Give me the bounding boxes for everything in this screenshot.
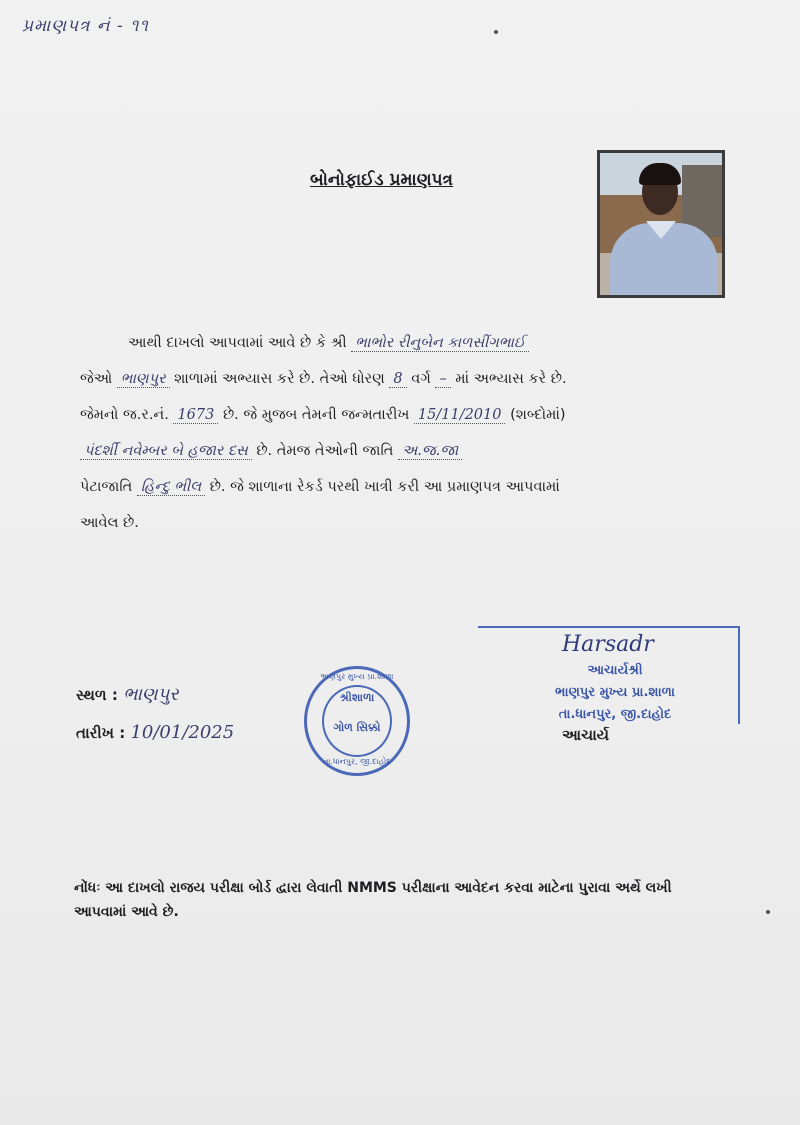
date-label: તારીખ : bbox=[76, 724, 126, 742]
body-line-5: પેટાજાતિ હિન્દુ ભીલ છે. જે શાળાના રેકર્ડ પરથી ખાત્રી કરી આ પ્રમાણપત્ર આપવામાં bbox=[80, 479, 560, 495]
caste-value: અ.જ.જા bbox=[398, 443, 462, 460]
student-photo bbox=[597, 150, 725, 298]
body-line-6: આવેલ છે. bbox=[80, 515, 139, 531]
body-line-2: જેઓ ભાણપુર શાળામાં અભ્યાસ કરે છે. તેઓ ધોરણ 8 વર્ગ – માં અભ્યાસ કરે છે. bbox=[80, 371, 567, 387]
student-name: ભાભોર રીનુબેન કાળસીંગભાઈ bbox=[351, 335, 529, 352]
date-value: 10/01/2025 bbox=[130, 722, 235, 743]
place-date-block bbox=[76, 676, 234, 752]
principal-signature: Harsadr bbox=[562, 632, 654, 657]
body-line-3: જેમનો જ.ર.નં. 1673 છે. જે મુજબ તેમની જન્મતારીખ 15/11/2010 (શબ્દોમાં) bbox=[80, 407, 566, 423]
ink-dot bbox=[766, 910, 770, 914]
footer-note: નોંધઃ આ દાખલો રાજય પરીક્ષા બોર્ડ દ્વારા લેવાતી NMMS પરીક્ષાના આવેદન કરવા માટેના પુરાવા અર્થે લખી આપવામાં આવે છે. bbox=[74, 880, 672, 920]
register-number: 1673 bbox=[173, 407, 218, 424]
body-line-1: આથી દાખલો આપવામાં આવે છે કે શ્રી ભાભોર રીનુબેન કાળસીંગભાઈ bbox=[128, 325, 529, 361]
birth-date: 15/11/2010 bbox=[414, 407, 506, 424]
principal-stamp: આચાર્યશ્રી ભાણપુર મુખ્ય પ્રા.શાળા તા.ધાનપુર, જી.દાહોદ bbox=[555, 663, 675, 722]
principal-label: આચાર્ય bbox=[562, 726, 610, 744]
page-title: બોનોફાઈડ પ્રમાણપત્ર bbox=[310, 170, 454, 190]
place-row bbox=[76, 676, 234, 714]
division-value: – bbox=[435, 371, 450, 388]
place-value: ભાણપુર bbox=[123, 684, 179, 705]
ink-dot bbox=[494, 30, 498, 34]
date-row bbox=[76, 714, 234, 752]
place-label: સ્થળ : bbox=[76, 686, 118, 704]
school-round-stamp: ભાણપુર મુખ્ય પ્રા.શાળા શ્રીશાળા ગોળ સિક્કો તા.ધાનપુર, જી.દાહોદ bbox=[304, 666, 410, 776]
body-line-4: પંદર્શી નવેમ્બર બે હજાર દસ છે. તેમજ તેઓની જાતિ અ.જ.જા bbox=[80, 433, 462, 469]
certificate-number: પ્રમાણપત્ર નં - ૧૧ bbox=[22, 16, 149, 36]
birth-date-words: પંદર્શી નવેમ્બર બે હજાર દસ bbox=[80, 443, 252, 460]
school-place: ભાણપુર bbox=[117, 371, 170, 388]
standard-value: 8 bbox=[389, 371, 406, 388]
sub-caste-value: હિન્દુ ભીલ bbox=[137, 479, 205, 496]
